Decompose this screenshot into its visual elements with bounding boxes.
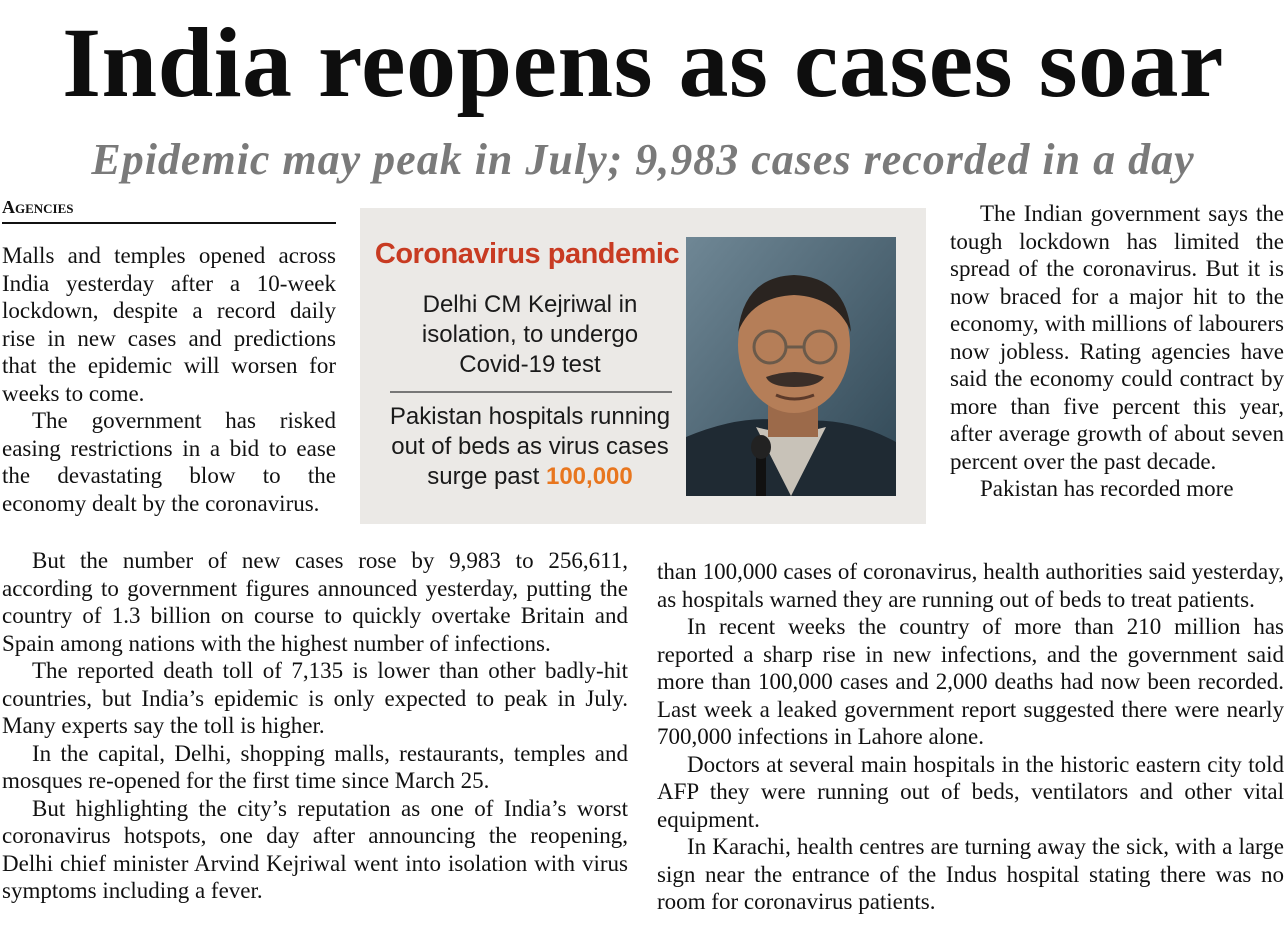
byline: Agencies [2, 194, 336, 224]
article-paragraph: Doctors at several main hospitals in the historic eastern city told AFP they were running out of beds, ventilators and other vital equipment. [657, 751, 1284, 832]
article-column-right-top [950, 200, 1284, 503]
article-column-left-top [2, 242, 336, 517]
article-column-right-bottom [657, 558, 1284, 916]
related-story-link-pakistan[interactable] [386, 402, 674, 492]
sidebar-title: Coronavirus pandemic [374, 238, 680, 270]
article-paragraph: In the capital, Delhi, shopping malls, restaurants, temples and mosques re-opened for the first time since March 25. [2, 740, 628, 793]
portrait-icon [686, 237, 896, 496]
article-paragraph: The reported death toll of 7,135 is lower than other badly-hit countries, but India’s epidemic is only expected to peak in July. Many experts say the toll is higher. [2, 658, 628, 738]
related-stories-box [360, 208, 926, 524]
sidebar-divider [390, 391, 672, 393]
article-paragraph: In recent weeks the country of more than 210 million has reported a sharp rise in new infections, and the government said more than 100,000 cases and 2,000 deaths had now been recorded. Last week a leaked government report suggested there were nearly 700,000 infections in Lahore alone. [657, 614, 1284, 749]
related-story-link-kejriwal[interactable]: Delhi CM Kejriwal in isolation, to undergo Covid-19 test [421, 291, 639, 378]
related-story-text: Pakistan hospitals running out of beds as virus cases surge past [389, 403, 671, 490]
article-paragraph: Pakistan has recorded more [980, 476, 1234, 501]
headline: India reopens as cases soar [62, 7, 1224, 118]
article-paragraph: The government has risked easing restrictions in a bid to ease the devastating blow to the economy dealt by the coronavirus. [2, 408, 336, 516]
highlight-number: 100,000 [545, 463, 633, 490]
article-paragraph: The Indian government says the tough lockdown has limited the spread of the coronavirus. But it is now braced for a major hit to the economy, with millions of labourers now jobless. Rating agencies have said the economy could contract by more than five percent this year, after average growth of about seven percent over the past decade. [950, 201, 1284, 474]
subheadline: Epidemic may peak in July; 9,983 cases recorded in a day [91, 135, 1195, 184]
article-paragraph: than 100,000 cases of coronavirus, health authorities said yesterday, as hospitals warned they are running out of beds to treat patients. [657, 559, 1284, 612]
article-paragraph: But highlighting the city’s reputation as one of India’s worst coronavirus hotspots, one day after announcing the reopening, Delhi chief minister Arvind Kejriwal went into isolation with virus symptoms including a fever. [2, 795, 628, 903]
article-paragraph: But the number of new cases rose by 9,983 to 256,611, according to government figures announced yesterday, putting the country of 1.3 billion on course to quickly overtake Britain and Spain among nations with the highest number of infections. [2, 548, 628, 656]
article-paragraph: In Karachi, health centres are turning away the sick, with a large sign near the entrance of the Indus hospital stating there was no room for coronavirus patients. [657, 834, 1284, 914]
portrait-photo [686, 237, 896, 496]
article-column-left-bottom [2, 547, 628, 905]
article-paragraph: Malls and temples opened across India yesterday after a 10-week lockdown, despite a record daily rise in new cases and predictions that the epidemic will worsen for weeks to come. [2, 243, 336, 406]
